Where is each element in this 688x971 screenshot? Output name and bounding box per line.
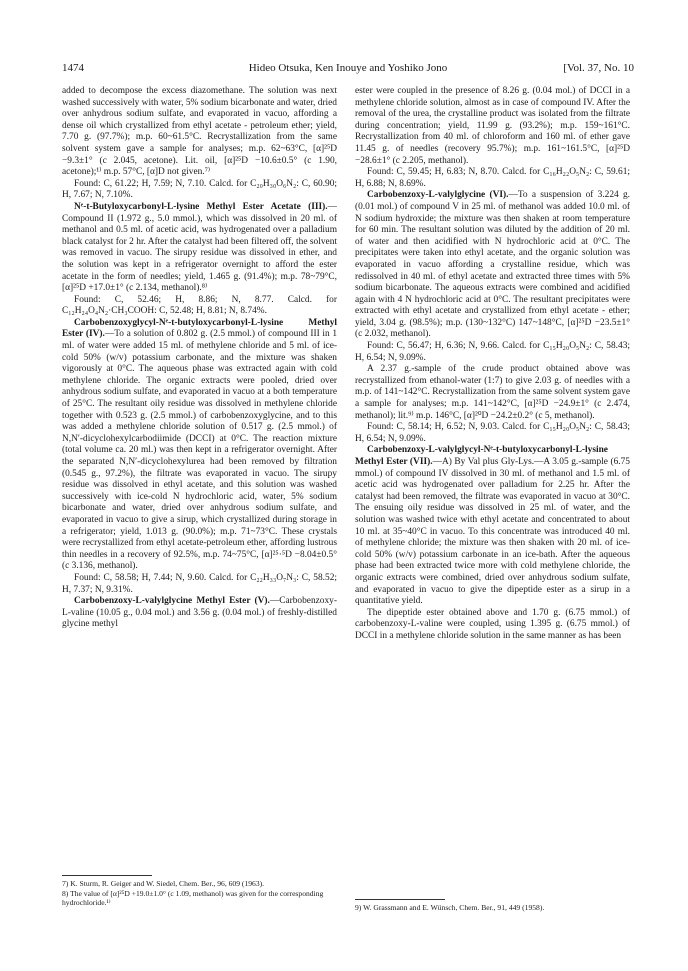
- paragraph: added to decompose the excess diazomethane. The solution was next washed successively with water, 5% sodium bicarbonate and water, dried over anhydrous sodium sulfate, and evaporated in vacuo, affording a dense oil which crystallized from ethyl acetate - petroleum ether; yield, 7.70 g. (97.7%); m.p. 60~61.5°C. Recrystallization from the same solvent system gave a sample for analyses; m.p. 62~63°C, [α]²⁵D −9.3±1° (c 2.045, acetone). Lit. oil, [α]²⁵D −10.6±0.5° (c 1.90, acetone);¹⁾ m.p. 57°C, [α]D not given.⁷⁾: [62, 86, 337, 178]
- footnote-rule: [62, 875, 152, 876]
- compound-heading: Carbobenzoxyglycyl-Nᵉ-t-butyloxycarbonyl-L-lysine Methyl Ester (IV).: [62, 317, 337, 340]
- paragraph-body: —Carbobenzoxy-L-valine (10.05 g., 0.04 mol.) and 3.56 g. (0.04 mol.) of freshly-distilled glycine methyl: [62, 596, 337, 630]
- left-column: [62, 86, 337, 876]
- analysis-paragraph: Found: C, 58.14; H, 6.52; N, 9.03. Calcd. for C₁₅H₂₀O₅N₂: C, 58.43; H, 6.54; N, 9.09%.: [355, 422, 630, 444]
- footnote-rule: [355, 899, 445, 900]
- analysis-paragraph: Found: C, 61.22; H, 7.59; N, 7.10. Calcd. for C₂₀H₃₀O₆N₂: C, 60.90; H, 7.67; N, 7.10%.: [62, 178, 337, 201]
- footnote-7: 7) K. Sturm, R. Geiger and W. Siedel, Chem. Ber., 96, 609 (1963).: [62, 879, 265, 888]
- compound-heading: Carbobenzoxy-L-valylglycyl-Nᵉ-t-butyloxycarbonyl-L-lysine Methyl Ester (VII).: [355, 445, 608, 467]
- paragraph-body: —To a solution of 0.802 g. (2.5 mmol.) of compound III in 1 ml. of water were added 15 ml. of methylene chloride and 5 ml. of ice-cold 50% (w/v) potassium carbonate, and the mixture was shaken vigorously at 0°C. The aqueous phase was extracted again with cold methylene chloride. The organic extracts were pooled, dried over anhydrous sodium sulfate, and evaporated in vacuo at a both temperature of 25°C. The resultant oily residue was dissolved in methylene chloride together with 0.523 g. (2.5 mmol.) of carbobenzoxyglycine, and to this was added a methylene chloride solution of 0.517 g. (2.5 mmol.) of N,N′-dicyclohexylcarbodiimide (DCCI) at 0°C. The reaction mixture (total volume ca. 20 ml.) was then kept in a refrigerator overnight. After the separated N,N′-dicyclohexylurea had been removed by filtration (0.545 g., 97.2%), the filtrate was evaporated in vacuo. The sirupy residue was dissolved in ethyl acetate, and this solution was washed successively with ice-cold N hydrochloric acid, water, 5% sodium bicarbonate and water, dried over anhydrous sodium sulfate, and evaporated in vacuo to give a sirup, which crystallized during storage in a refrigerator; yield, 1.013 g. (90.0%); m.p. 71~73°C. These crystals were recrystallized from ethyl acetate-petroleum ether, affording lustrous thin needles in a recovery of 92.5%, m.p. 74~75°C, [α]²⁵·⁵D −8.04±0.5° (c 3.136, methanol).: [62, 329, 337, 572]
- footnotes-right: [355, 903, 630, 913]
- paragraph: The dipeptide ester obtained above and 1.70 g. (6.75 mmol.) of carbobenzoxy-L-valine were coupled, using 1.395 g. (6.75 mmol.) of DCCI in a methylene chloride solution in the same manner as has been: [355, 607, 630, 641]
- compound-heading: Carbobenzoxy-L-valylglycine (VI).: [367, 190, 509, 201]
- page-number: 1474: [62, 62, 84, 74]
- compound-paragraph: [355, 445, 630, 607]
- running-header: [62, 62, 634, 78]
- footnote-8: 8) The value of [α]²⁵D +19.0±1.0° (c 1.09, methanol) was given for the corresponding hydrochloride.¹⁾: [62, 888, 324, 908]
- paragraph: A 2.37 g.-sample of the crude product obtained above was recrystallized from ethanol-water (1:7) to give 2.03 g. of needles with a m.p. of 141~142°C. Recrystallization from the same solvent system gave a sample for analyses; m.p. 141~142°C, [α]²⁵D −24.9±1° (c 2.474, methanol); lit.⁹⁾ m.p. 146°C, [α]²⁰D −24.2±0.2° (c 5, methanol).: [355, 364, 630, 421]
- right-column: [355, 86, 630, 876]
- paragraph-body: —To a suspension of 3.224 g. (0.01 mol.) of compound V in 25 ml. of methanol was added 10.0 ml. of N sodium hydroxide; the mixture was then shaken at room temperature for 60 min. The resultant solution was diluted by the addition of 20 ml. of water and then acidified with N hydrochloric acid at 0°C. The precipitates were taken into ethyl acetate, and the organic solution was evaporated in vacuo affording a crystalline residue, which was redissolved in 40 ml. of ethyl acetate and extracted three times with 5% sodium bicarbonate. The aqueous extracts were combined and acidified again with 4 N hydrochloric acid at 0°C. The resultant precipitates were extracted with ethyl acetate and crystallized from ethyl acetate - ether; yield, 3.04 g. (98.5%); m.p. (130~132°C) 147~148°C, [α]²⁵D −23.5±1° (c 2.032, methanol).: [355, 190, 630, 340]
- paragraph-body: —Compound II (1.972 g., 5.0 mmol.), which was dissolved in 20 ml. of methanol and 0.5 ml. of acetic acid, was hydrogenated over a palladium black catalyst for 2 hr. After the catalyst had been filtered off, the solvent was removed in vacuo. The sirupy residue was dissolved in ether, and the solution was kept in a refrigerator overnight to afford the ester acetate in the form of needles; yield, 1.465 g. (91.4%); m.p. 78~79°C, [α]²⁵D +17.0±1° (c 2.134, methanol).⁸⁾: [62, 201, 337, 294]
- analysis-paragraph: Found: C, 56.47; H, 6.36; N, 9.66. Calcd. for C₁₅H₂₀O₅N₂: C, 58.43; H, 6.54; N, 9.09%.: [355, 341, 630, 363]
- analysis-paragraph: Found: C, 59.45; H, 6.83; N, 8.70. Calcd. for C₁₆H₂₂O₅N₂: C, 59.61; H, 6.88; N, 8.69%.: [355, 167, 630, 189]
- analysis-paragraph: Found: C, 52.46; H, 8.86; N, 8.77. Calcd. for C₁₂H₂₄O₄N₂·CH₃COOH: C, 52.48; H, 8.81; N, 8.74%.: [62, 294, 337, 317]
- compound-paragraph: [355, 190, 630, 341]
- footnotes-left: [62, 879, 337, 908]
- paragraph-body: —A) By Val plus Gly-Lys.—A 3.05 g.-sample (6.75 mmol.) of compound IV dissolved in 30 ml. of methanol and 1.5 ml. of acetic acid was hydrogenated over palladium for 2.25 hr. After the catalyst had been removed, the filtrate was evaporated in vacuo at 30°C. The ensuing oily residue was dissolved in 25 ml. of water, and the solution was washed twice with ethyl acetate and concentrated to about 10 ml. at 35~40°C in vacuo. To this concentrate was introduced 40 ml. of methylene chloride; the mixture was then shaken with 20 ml. of ice-cold 50% (w/v) potassium carbonate in an ice-bath. After the aqueous phase had been extracted twice more with cold methylene chloride, the organic extracts were combined, dried over anhydrous sodium sulfate, and evaporated in vacuo to give the dipeptide ester as a sirup in a quantitative yield.: [355, 457, 630, 607]
- compound-paragraph: [62, 318, 337, 573]
- paragraph: ester were coupled in the presence of 8.26 g. (0.04 mol.) of DCCI in a methylene chloride solution, almost as in case of compound IV. After the removal of the urea, the crystalline product was isolated from the filtrate during concentration; yield, 11.99 g. (93.2%); m.p. 159~161°C. Recrystallization from 40 ml. of chloroform and 160 ml. of ether gave 11.45 g. of needles (recovery 95.7%); m.p. 161~161.5°C, [α]²⁵D −28.6±1° (c 2.205, methanol).: [355, 86, 630, 166]
- header-volume: [Vol. 37, No. 10: [563, 62, 634, 74]
- compound-paragraph: [62, 202, 337, 295]
- header-authors: Hideo Otsuka, Ken Inouye and Yoshiko Jono: [248, 62, 448, 74]
- analysis-paragraph: Found: C, 58.58; H, 7.44; N, 9.60. Calcd. for C₂₂H₃₃O₇N₃: C, 58.52; H, 7.37; N, 9.31%.: [62, 572, 337, 595]
- compound-heading: Nᵉ-t-Butyloxycarbonyl-L-lysine Methyl Ester Acetate (III).: [74, 201, 328, 212]
- footnote-9: 9) W. Grassmann and E. Wünsch, Chem. Ber., 91, 449 (1958).: [355, 903, 545, 912]
- compound-paragraph: [62, 596, 337, 631]
- compound-heading: Carbobenzoxy-L-valylglycine Methyl Ester (V).: [74, 596, 270, 607]
